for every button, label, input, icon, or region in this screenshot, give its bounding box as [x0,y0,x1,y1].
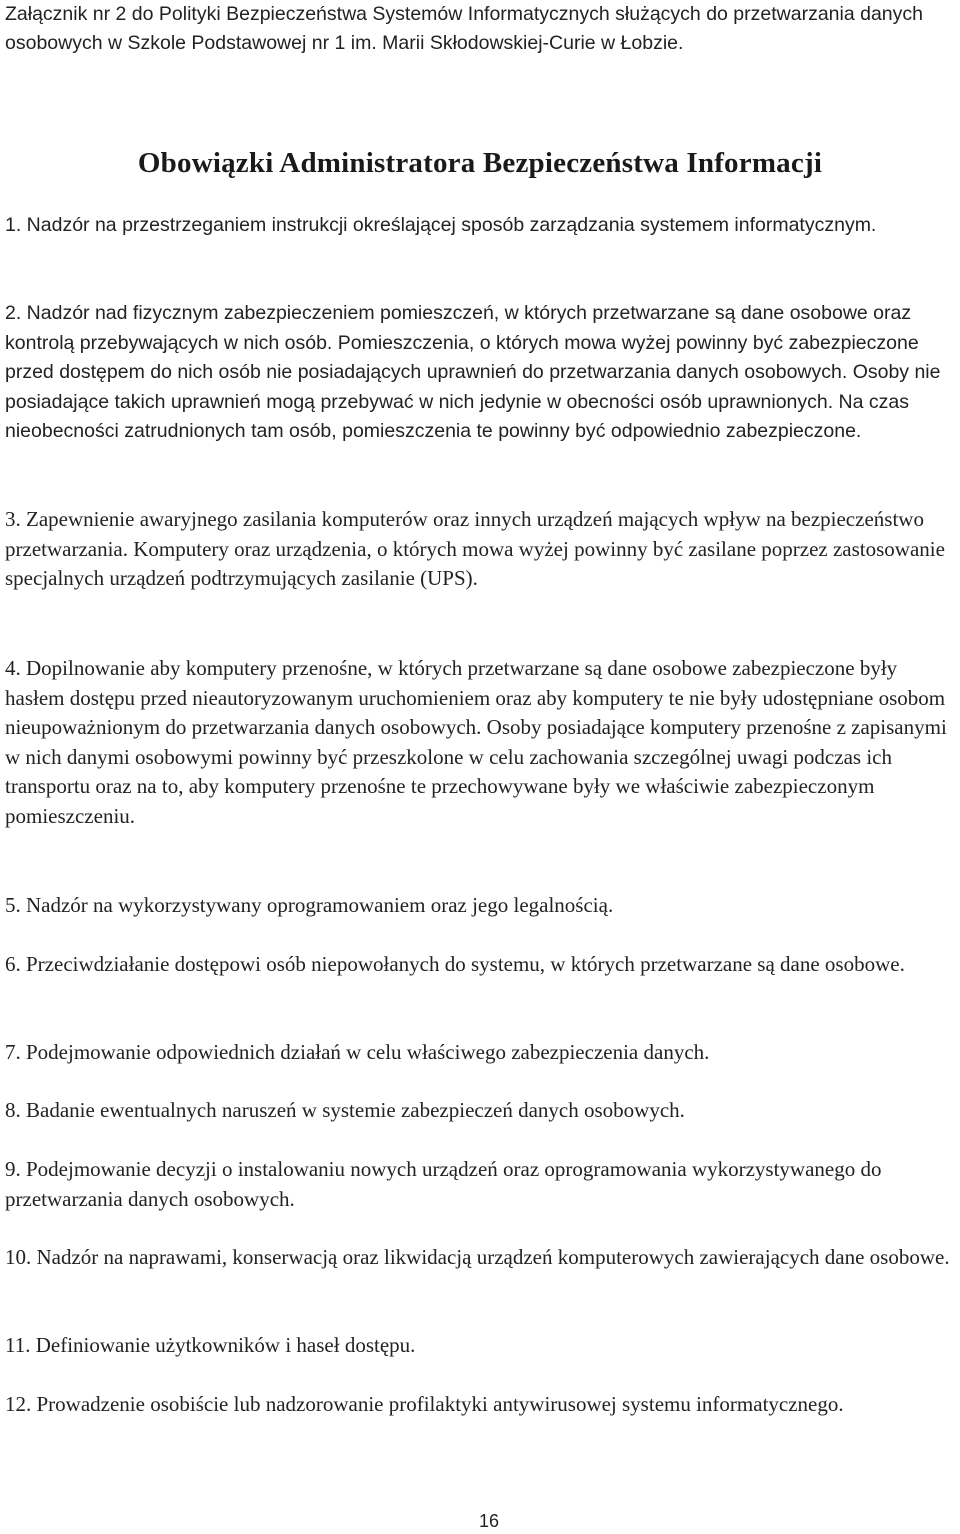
attachment-header: Załącznik nr 2 do Polityki Bezpieczeństwa Systemów Informatycznych służących do przetwarzania danych osobowych w Szkole Podstawowej nr 1 im. Marii Skłodowskiej-Curie w Łobzie. [5,3,923,54]
list-item-7: 7. Podejmowanie odpowiednich działań w celu właściwego zabezpieczenia danych. [5,1040,710,1064]
list-item-3: 3. Zapewnienie awaryjnego zasilania komputerów oraz innych urządzeń mających wpływ na bezpieczeństwo przetwarzania. Komputery oraz urządzenia, o których mowa wyżej powinny być zasilane poprzez zastosowanie specjalnych urządzeń podtrzymujących zasilanie (UPS). [5,507,945,590]
list-item-9: 9. Podejmowanie decyzji o instalowaniu nowych urządzeń oraz oprogramowania wykorzystywanego do przetwarzania danych osobowych. [5,1157,882,1211]
page-number: 16 [478,1511,500,1531]
list-item-10: 10. Nadzór na naprawami, konserwacją oraz likwidacją urządzeń komputerowych zawierających dane osobowe. [5,1245,950,1269]
list-item-12: 12. Prowadzenie osobiście lub nadzorowanie profilaktyki antywirusowej systemu informatycznego. [5,1392,844,1416]
list-item-5: 5. Nadzór na wykorzystywany oprogramowaniem oraz jego legalnością. [5,893,614,917]
page-title: Obowiązki Administratora Bezpieczeństwa Informacji [137,147,823,179]
list-item-6: 6. Przeciwdziałanie dostępowi osób niepowołanych do systemu, w których przetwarzane są dane osobowe. [5,952,905,976]
list-item-1: 1. Nadzór na przestrzeganiem instrukcji określającej sposób zarządzania systemem informatycznym. [5,214,877,236]
list-item-11: 11. Definiowanie użytkowników i haseł dostępu. [5,1333,416,1357]
list-item-8: 8. Badanie ewentualnych naruszeń w systemie zabezpieczeń danych osobowych. [5,1098,685,1122]
list-item-4: 4. Dopilnowanie aby komputery przenośne, w których przetwarzane są dane osobowe zabezpieczone były hasłem dostępu przed nieautoryzowanym uruchomieniem oraz aby komputery te nie były udostępniane osobom nieupoważnionym do przetwarzania danych osobowych. Osoby posiadające komputery przenośne z zapisanymi w nich danymi osobowymi powinny być przeszkolone w celu zachowania szczególnej uwagi podczas ich transportu oraz na to, aby komputery przenośne te przechowywane były we właściwie zabezpieczonym pomieszczeniu. [5,656,947,828]
list-item-2: 2. Nadzór nad fizycznym zabezpieczeniem pomieszczeń, w których przetwarzane są dane osobowe oraz kontrolą przebywających w nich osób. Pomieszczenia, o których mowa wyżej powinny być zabezpieczone przed dostępem do nich osób nie posiadających uprawnień do przetwarzania danych osobowych. Osoby nie posiadające takich uprawnień mogą przebywać w nich jedynie w obecności osób uprawnionych. Na czas nieobecności zatrudnionych tam osób, pomieszczenia te powinny być odpowiednio zabezpieczone. [5,302,941,442]
